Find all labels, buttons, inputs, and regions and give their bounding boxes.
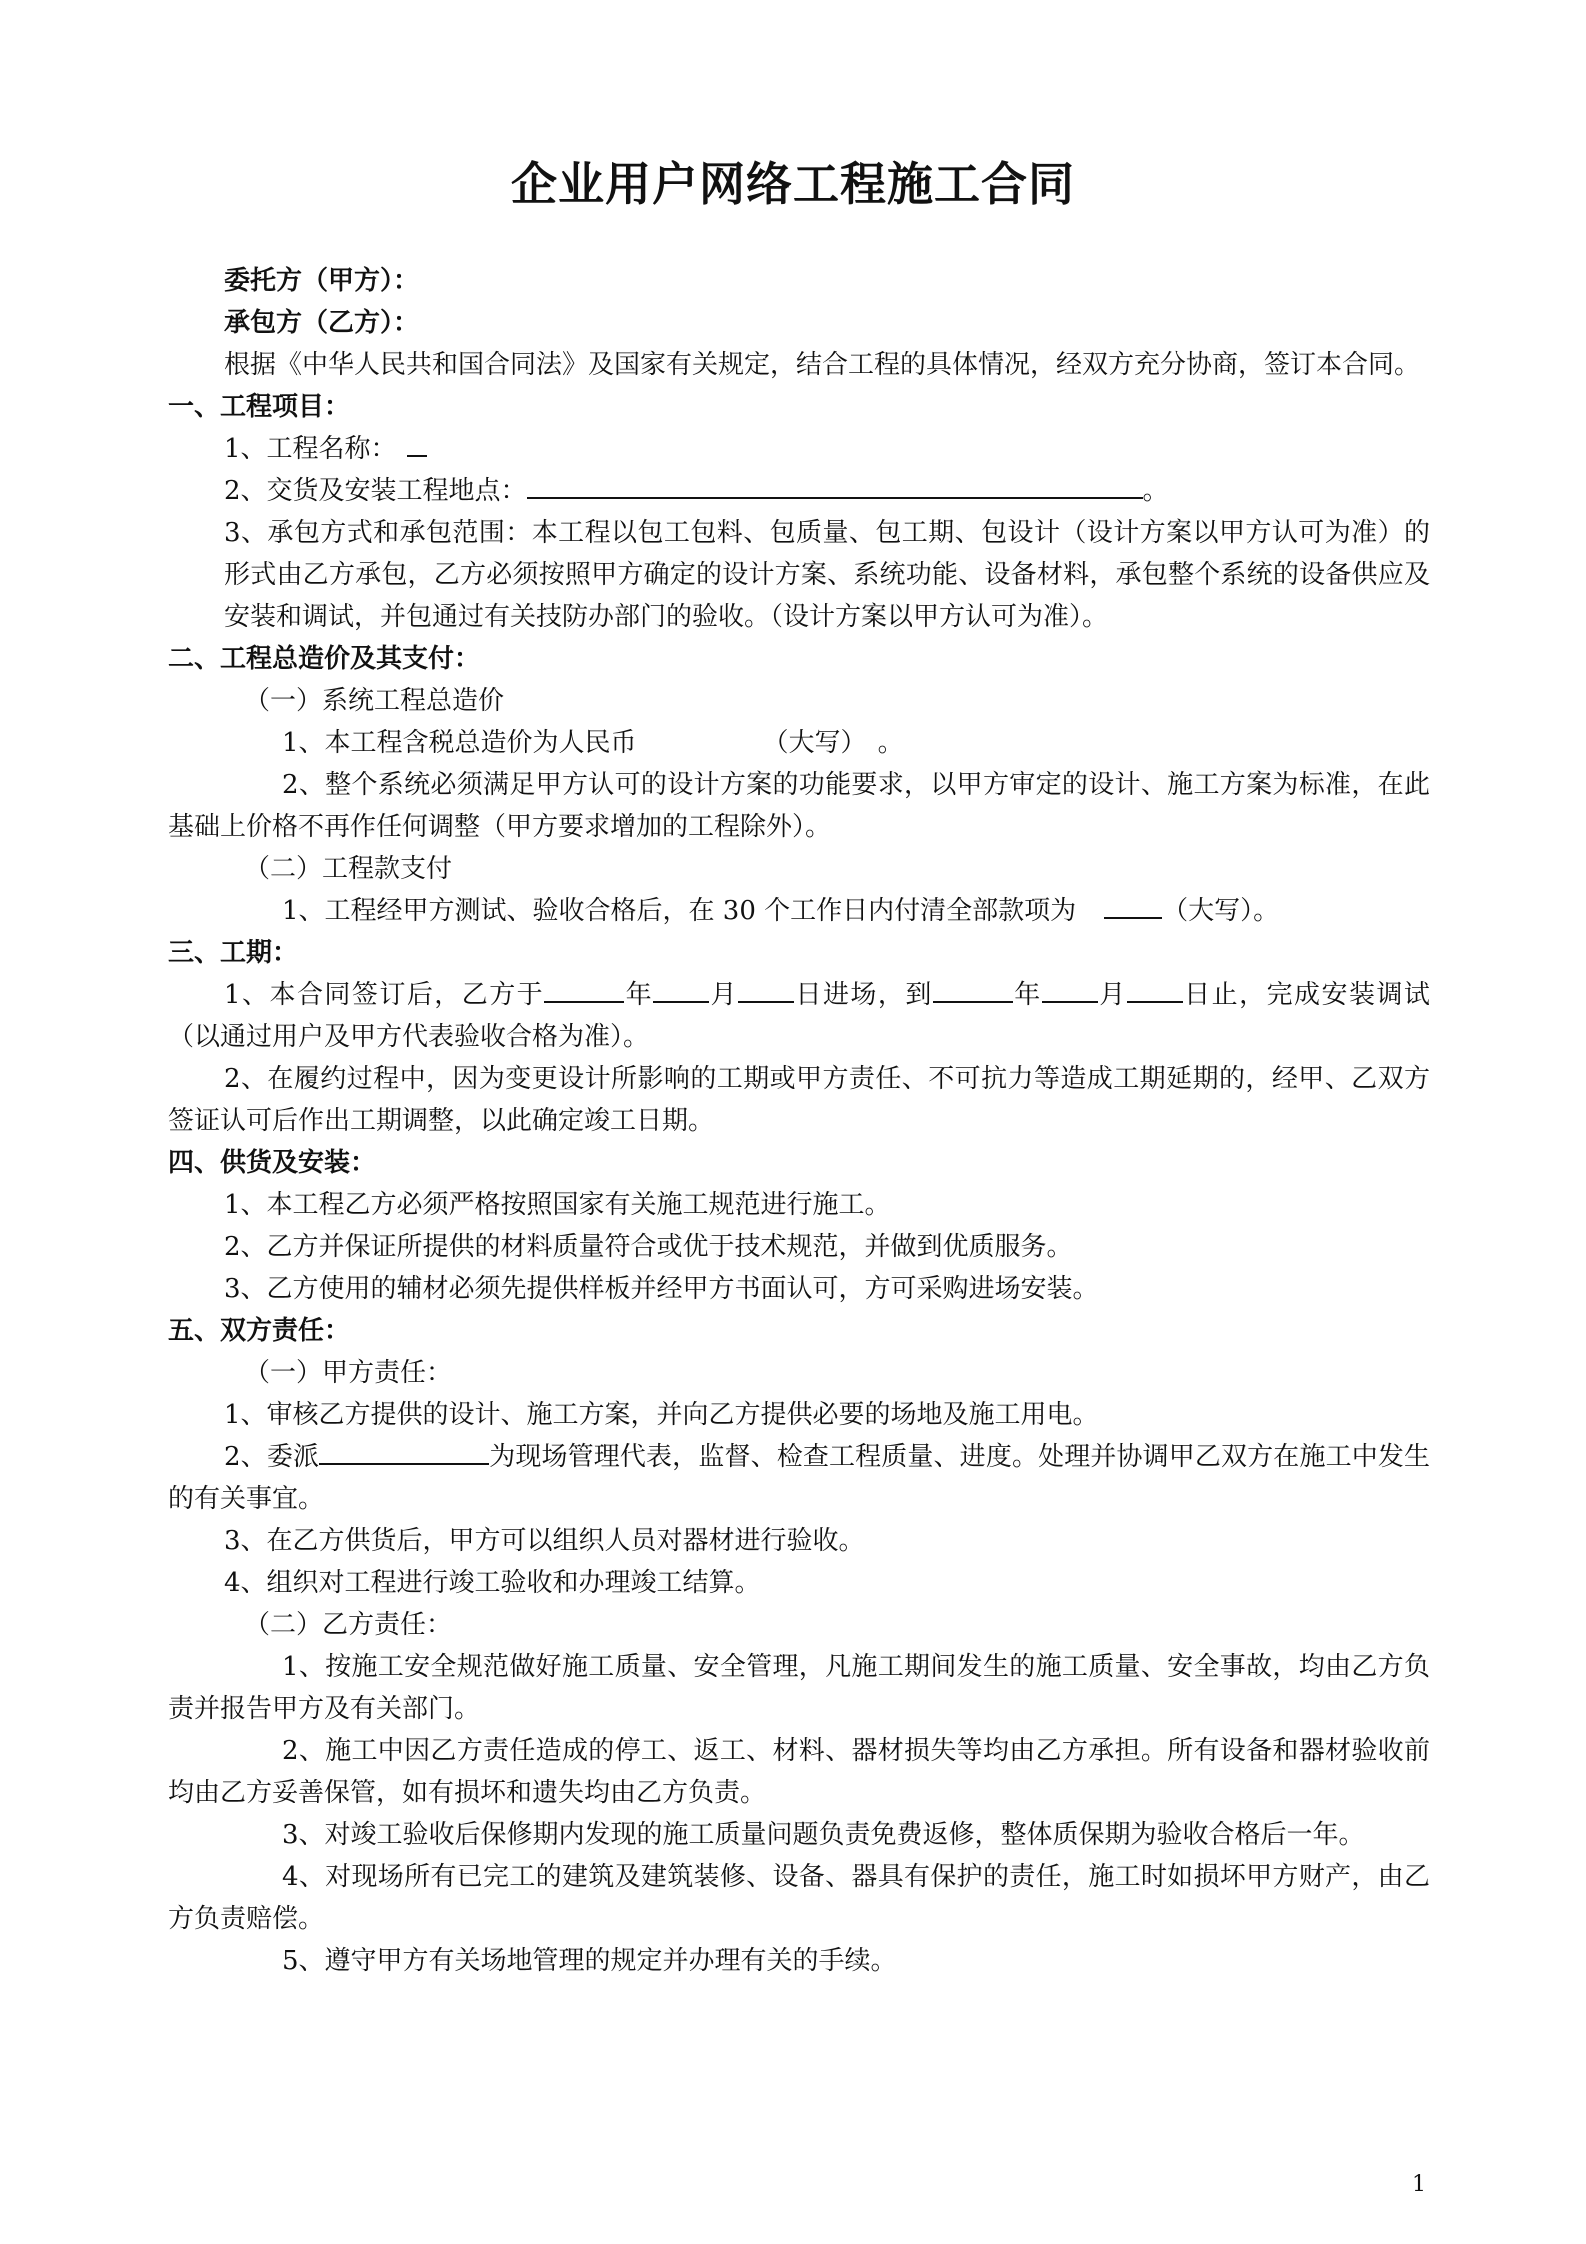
party-b-duty-2-text: 2、施工中因乙方责任造成的停工、返工、材料、器材损失等均由乙方承担。所有设备和器材验收前均由乙方妥善保管，如有损坏和遗失均由乙方负责。 [168,1736,1430,1808]
page-number: 1 [1412,2172,1426,2197]
total-price-subheading: （一）系统工程总造价 [244,686,505,716]
end-year-unit: 年 [1012,980,1042,1010]
party-a-duty-4: 4、组织对工程进行竣工验收和办理竣工结算。 [224,1568,761,1598]
delay-paragraph [168,1058,1430,1142]
price-adjust-text: 2、整个系统必须满足甲方认可的设计方案的功能要求，以甲方审定的设计、施工方案为标准，在此基础上价格不再作任何调整（甲方要求增加的工程除外）。 [168,770,1430,842]
delivery-site-line [168,470,1430,512]
section-3-heading: 三、工期： [168,938,299,968]
total-price-label: 1、本工程含税总造价为人民币 [282,728,637,758]
total-price-end: 。 [877,728,904,758]
supply-item-3: 3、乙方使用的辅材必须先提供样板并经甲方书面认可，方可采购进场安装。 [224,1274,1099,1304]
section-2-heading: 二、工程总造价及其支付： [168,644,481,674]
party-a-duty-2-text: 为现场管理代表，监督、检查工程质量、进度。处理并协调甲乙双方在施工中发生的有关事宜。 [168,1442,1430,1514]
end-year-blank [933,975,1013,1003]
supply-item-2: 2、乙方并保证所提供的材料质量符合或优于技术规范，并做到优质服务。 [224,1232,1073,1262]
party-b-duty-5: 5、遵守甲方有关场地管理的规定并办理有关的手续。 [282,1946,897,1976]
project-name-line [168,428,1430,470]
schedule-start-label: 1、本合同签订后，乙方于 [224,980,545,1010]
start-year-blank [544,975,624,1003]
party-a-duty-3: 3、在乙方供货后，甲方可以组织人员对器材进行验收。 [224,1526,865,1556]
price-adjust-paragraph [168,764,1430,848]
party-a-duty-2 [168,1436,1430,1520]
delivery-site-end: 。 [1142,476,1169,506]
party-b-duty-4-text: 4、对现场所有已完工的建筑及建筑装修、设备、器具有保护的责任，施工时如损坏甲方财产，由乙方负责赔偿。 [168,1862,1430,1934]
section-1-heading: 一、工程项目： [168,392,351,422]
party-b-duty-2 [168,1730,1430,1814]
document-title: 企业用户网络工程施工合同 [511,157,1075,211]
delivery-site-blank [527,471,1143,499]
schedule-paragraph [168,974,1430,1058]
delay-text: 2、在履约过程中，因为变更设计所影响的工期或甲方责任、不可抗力等造成工期延期的，经甲、乙双方签证认可后作出工期调整，以此确定竣工日期。 [168,1064,1430,1136]
section-5-heading: 五、双方责任： [168,1316,351,1346]
party-b-duty-1 [168,1646,1430,1730]
start-month-unit: 月 [709,980,739,1010]
contract-scope-paragraph [168,512,1430,638]
payment-line [168,890,1430,932]
intro-text: 根据《中华人民共和国合同法》及国家有关规定，结合工程的具体情况，经双方充分协商，签订本合同。 [224,350,1421,380]
project-name-blank [407,429,427,457]
party-a-duties-subheading: （一）甲方责任： [244,1358,453,1388]
party-a-line: 委托方（甲方）： [224,266,420,296]
start-day-unit: 日进场，到 [794,980,933,1010]
party-b-duty-4 [168,1856,1430,1940]
total-price-capital: （大写） [762,728,854,758]
start-day-blank [738,975,794,1003]
site-representative-blank [319,1437,489,1465]
party-a-duty-2-label: 2、委派 [224,1442,320,1472]
party-b-duty-3 [168,1814,1430,1856]
supply-item-1: 1、本工程乙方必须严格按照国家有关施工规范进行施工。 [224,1190,891,1220]
party-b-line: 承包方（乙方）： [224,308,420,338]
payment-subheading: （二）工程款支付 [244,854,453,884]
section-4-heading: 四、供货及安装： [168,1148,377,1178]
payment-blank [1104,891,1162,919]
contract-scope-text: 3、承包方式和承包范围：本工程以包工包料、包质量、包工期、包设计（设计方案以甲方认可为准）的形式由乙方承包，乙方必须按照甲方确定的设计方案、系统功能、设备材料，承包整个系统的设备供应及安装和调试，并包通过有关技防办部门的验收。（设计方案以甲方认可为准）。 [224,518,1430,632]
party-a-duty-1: 1、审核乙方提供的设计、施工方案，并向乙方提供必要的场地及施工用电。 [224,1400,1099,1430]
end-month-blank [1042,975,1098,1003]
intro-paragraph [168,344,1430,386]
end-day-blank [1127,975,1183,1003]
total-price-line [168,722,1430,764]
payment-capital: （大写）。 [1162,896,1280,926]
payment-label: 1、工程经甲方测试、验收合格后，在 30 个工作日内付清全部款项为 [282,896,1077,926]
party-b-duties-subheading: （二）乙方责任： [244,1610,453,1640]
party-b-duty-3-text: 3、对竣工验收后保修期内发现的施工质量问题负责免费返修，整体质保期为验收合格后一年。 [282,1820,1365,1850]
start-year-unit: 年 [624,980,654,1010]
schedule-end-text: 日止，完成安装调试（以通过用户及甲方代表验收合格为准）。 [168,980,1430,1052]
start-month-blank [653,975,709,1003]
party-b-duty-1-text: 1、按施工安全规范做好施工质量、安全管理，凡施工期间发生的施工质量、安全事故，均由乙方负责并报告甲方及有关部门。 [168,1652,1430,1724]
delivery-site-label: 2、交货及安装工程地点： [224,476,527,506]
document-body [168,260,1430,1982]
project-name-label: 1、工程名称： [224,434,397,464]
end-month-unit: 月 [1097,980,1127,1010]
